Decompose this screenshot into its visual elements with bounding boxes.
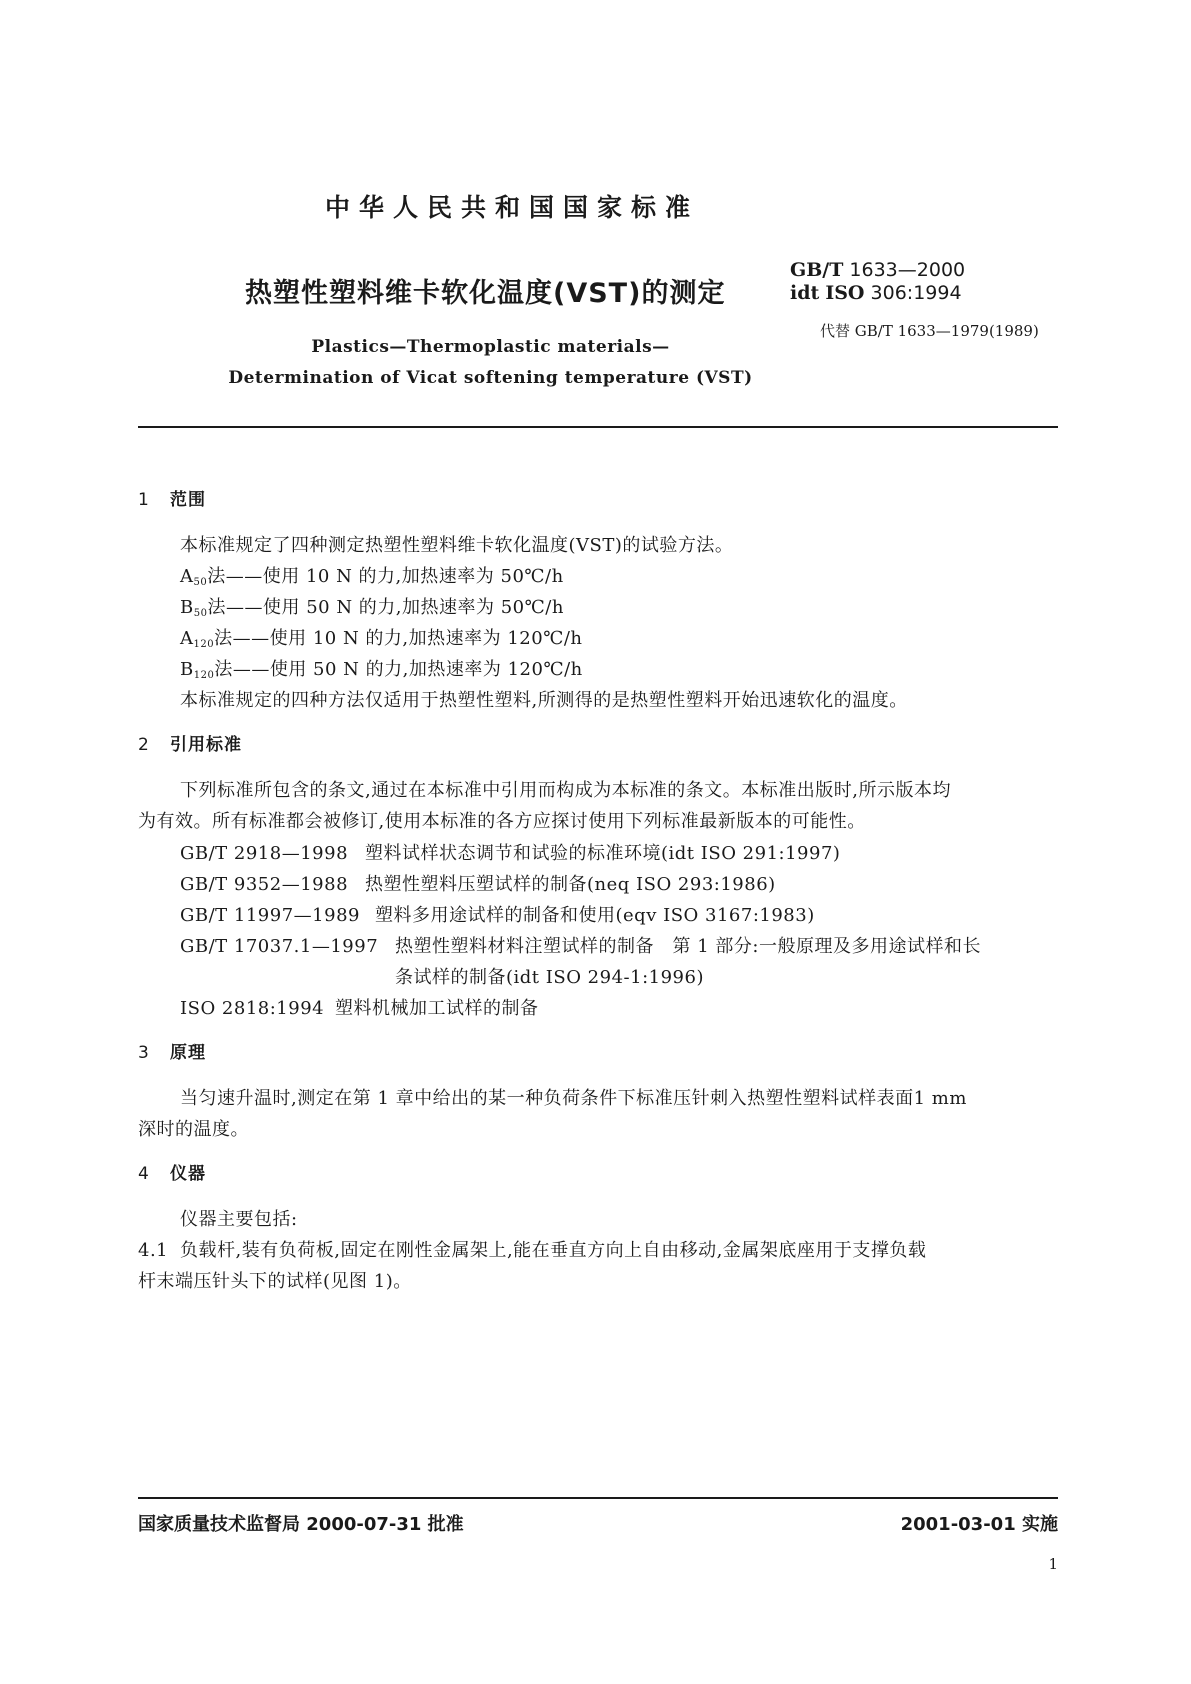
section-number: 4	[138, 1164, 149, 1184]
section-3-heading	[138, 1038, 206, 1063]
reference-title: 塑料机械加工试样的制备	[335, 998, 539, 1019]
s3-line1: 当匀速升温时,测定在第 1 章中给出的某一种负荷条件下标准压针刺入热塑性塑料试样表面1 mm	[180, 1088, 967, 1109]
s4-item-4-1-line2: 杆末端压针头下的试样(见图 1)。	[138, 1271, 412, 1292]
reference-code: GB/T 11997—1989	[180, 905, 360, 926]
s1-method-a50	[180, 562, 564, 588]
replaces-note: 代替 GB/T 1633—1979(1989)	[820, 322, 1039, 340]
method-subscript: 120	[193, 670, 215, 681]
effective-date: 2001-03-01 实施	[900, 1514, 1058, 1535]
section-number: 2	[138, 735, 149, 755]
approval-date: 国家质量技术监督局 2000-07-31 批准	[138, 1514, 464, 1535]
page-number: 1	[1048, 1555, 1058, 1573]
method-letter: B	[180, 597, 194, 618]
header-divider	[138, 426, 1058, 428]
section-title: 原理	[170, 1043, 206, 1063]
section-number: 3	[138, 1043, 149, 1063]
standard-code	[790, 259, 965, 281]
section-title: 引用标准	[170, 735, 242, 755]
method-text: 法——使用 10 N 的力,加热速率为 120℃/h	[214, 628, 583, 649]
section-1-heading	[138, 485, 206, 510]
idt-prefix: idt	[790, 282, 820, 304]
s1-method-b50	[180, 593, 564, 619]
s4-item-4-1-line1	[138, 1236, 926, 1262]
method-text: 法——使用 50 N 的力,加热速率为 50℃/h	[207, 597, 564, 618]
section-2-heading	[138, 730, 242, 755]
reference-title: 塑料试样状态调节和试验的标准环境(idt ISO 291:1997)	[365, 843, 841, 864]
reference-title: 条试样的制备(idt ISO 294-1:1996)	[395, 967, 704, 988]
code-number: 1633—2000	[849, 259, 966, 281]
clause-text: 负载杆,装有负荷板,固定在刚性金属架上,能在垂直方向上自由移动,金属架底座用于支撑负载	[180, 1240, 927, 1261]
method-subscript: 50	[193, 608, 208, 619]
section-number: 1	[138, 490, 149, 510]
section-4-heading	[138, 1159, 206, 1184]
reference-code: GB/T 17037.1—1997	[180, 936, 379, 957]
method-subscript: 50	[193, 577, 208, 588]
document-title-en-line1: Plastics—Thermoplastic materials—	[311, 337, 670, 357]
idt-code	[790, 282, 962, 304]
section-title: 范围	[170, 490, 206, 510]
reference-code: GB/T 9352—1988	[180, 874, 349, 895]
s3-line2: 深时的温度。	[138, 1119, 249, 1140]
s1-intro: 本标准规定了四种测定热塑性塑料维卡软化温度(VST)的试验方法。	[180, 535, 734, 556]
reference-item	[180, 901, 815, 927]
reference-item	[180, 932, 981, 958]
code-prefix: GB/T	[790, 259, 844, 281]
method-text: 法——使用 10 N 的力,加热速率为 50℃/h	[207, 566, 564, 587]
method-letter: A	[180, 566, 194, 587]
s1-outro: 本标准规定的四种方法仅适用于热塑性塑料,所测得的是热塑性塑料开始迅速软化的温度。	[180, 690, 908, 711]
reference-item-continued	[395, 963, 704, 989]
s4-intro: 仪器主要包括:	[180, 1209, 298, 1230]
reference-item	[180, 994, 539, 1020]
reference-code: GB/T 2918—1998	[180, 843, 349, 864]
document-title-zh: 热塑性塑料维卡软化温度(VST)的测定	[245, 278, 726, 309]
document-title-en-line2: Determination of Vicat softening temperature (VST)	[228, 368, 753, 388]
idt-number: 306:1994	[870, 282, 962, 304]
footer-divider	[138, 1497, 1058, 1499]
method-subscript: 120	[193, 639, 215, 650]
national-standard-heading: 中华人民共和国国家标准	[325, 193, 700, 222]
s1-method-b120	[180, 655, 583, 681]
method-letter: A	[180, 628, 194, 649]
reference-item	[180, 870, 776, 896]
reference-title: 热塑性塑料压塑试样的制备(neq ISO 293:1986)	[365, 874, 776, 895]
idt-code-name: ISO	[825, 282, 865, 304]
reference-title: 热塑性塑料材料注塑试样的制备 第 1 部分:一般原理及多用途试样和长	[395, 936, 981, 957]
clause-number: 4.1	[138, 1240, 169, 1261]
reference-code: ISO 2818:1994	[180, 998, 325, 1019]
s2-para-line2: 为有效。所有标准都会被修订,使用本标准的各方应探讨使用下列标准最新版本的可能性。	[138, 811, 866, 832]
method-letter: B	[180, 659, 194, 680]
section-title: 仪器	[170, 1164, 206, 1184]
s2-para-line1: 下列标准所包含的条文,通过在本标准中引用而构成为本标准的条文。本标准出版时,所示版本均	[180, 780, 951, 801]
reference-title: 塑料多用途试样的制备和使用(eqv ISO 3167:1983)	[375, 905, 815, 926]
reference-item	[180, 839, 840, 865]
s1-method-a120	[180, 624, 583, 650]
method-text: 法——使用 50 N 的力,加热速率为 120℃/h	[214, 659, 583, 680]
